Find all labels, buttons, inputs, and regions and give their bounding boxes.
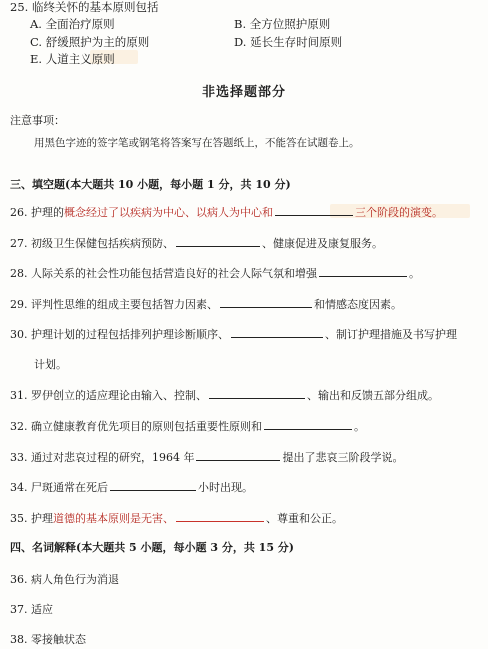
question-27 bbox=[10, 236, 383, 251]
question-31-text-end: 、输出和反馈五部分组成。 bbox=[307, 389, 439, 402]
answer-blank[interactable] bbox=[176, 511, 264, 522]
question-30 bbox=[10, 327, 457, 342]
question-26 bbox=[10, 205, 443, 220]
question-35-annotated-text: 道德的基本原则是无害、 bbox=[53, 512, 174, 525]
question-34 bbox=[10, 480, 253, 495]
section-3-heading: 三、填空题(本大题共 10 小题，每小题 1 分，共 10 分) bbox=[10, 178, 291, 191]
question-35-text-start: 35. 护理 bbox=[10, 512, 53, 525]
answer-blank[interactable] bbox=[264, 419, 352, 430]
question-34-text-start: 34. 尸斑通常在死后 bbox=[10, 481, 108, 494]
question-32 bbox=[10, 419, 365, 434]
question-31-text-start: 31. 罗伊创立的适应理论由输入、控制、 bbox=[10, 389, 207, 402]
part-title: 非选择题部分 bbox=[201, 85, 286, 100]
question-33-text-end: 提出了悲哀三阶段学说。 bbox=[282, 451, 404, 464]
question-25-option-d: D. 延长生存时间原则 bbox=[234, 35, 343, 49]
section-4-heading: 四、名词解释(本大题共 5 小题，每小题 3 分，共 15 分) bbox=[10, 541, 295, 554]
question-29-text-start: 29. 评判性思维的组成主要包括智力因素、 bbox=[10, 298, 218, 311]
question-26-text-end: 三个阶段的演变。 bbox=[355, 206, 443, 219]
question-25-option-b: B. 全方位照护原则 bbox=[234, 17, 331, 31]
question-31 bbox=[10, 388, 439, 403]
question-25-option-e: E. 人道主义原则 bbox=[30, 52, 115, 66]
question-36: 36. 病人角色行为消退 bbox=[10, 573, 119, 586]
question-37: 37. 适应 bbox=[10, 603, 53, 616]
question-25-option-a: A. 全面治疗原则 bbox=[30, 17, 115, 31]
question-30-text-start: 30. 护理计划的过程包括排列护理诊断顺序、 bbox=[10, 328, 229, 341]
question-28-text-start: 28. 人际关系的社会性功能包括营造良好的社会人际气氛和增强 bbox=[10, 267, 317, 280]
question-34-text-end: 小时出现。 bbox=[198, 481, 253, 494]
question-33-text-start: 33. 通过对悲哀过程的研究，1964 年 bbox=[10, 451, 195, 464]
question-27-text-end: 、健康促进及康复服务。 bbox=[262, 237, 383, 250]
notice-body: 用黑色字迹的签字笔或钢笔将答案写在答题纸上，不能答在试题卷上。 bbox=[34, 137, 360, 149]
notice-heading: 注意事项： bbox=[10, 114, 65, 127]
question-28-text-end: 。 bbox=[409, 267, 420, 280]
answer-blank[interactable] bbox=[220, 297, 312, 308]
question-30-text-end: 、制订护理措施及书写护理 bbox=[325, 328, 457, 341]
answer-blank[interactable] bbox=[110, 480, 196, 491]
answer-blank[interactable] bbox=[275, 205, 353, 216]
question-32-text-start: 32. 确立健康教育优先项目的原则包括重要性原则和 bbox=[10, 420, 262, 433]
answer-blank[interactable] bbox=[209, 388, 305, 399]
question-27-text-start: 27. 初级卫生保健包括疾病预防、 bbox=[10, 237, 174, 250]
question-32-text-end: 。 bbox=[354, 420, 365, 433]
answer-blank[interactable] bbox=[319, 266, 407, 277]
question-38: 38. 零接触状态 bbox=[10, 633, 86, 646]
answer-blank[interactable] bbox=[176, 236, 260, 247]
answer-blank[interactable] bbox=[231, 327, 323, 338]
question-33 bbox=[10, 450, 403, 465]
question-25-option-c: C. 舒缓照护为主的原则 bbox=[30, 35, 150, 49]
question-26-text-start: 26. 护理的 bbox=[10, 206, 64, 219]
question-35-text-end: 、尊重和公正。 bbox=[266, 512, 343, 525]
question-25-stem: 25. 临终关怀的基本原则包括 bbox=[10, 0, 159, 14]
question-28 bbox=[10, 266, 420, 281]
question-26-annotated-text: 概念经过了以疾病为中心、以病人为中心和 bbox=[64, 206, 273, 219]
question-30-continuation: 计划。 bbox=[34, 358, 67, 371]
answer-blank[interactable] bbox=[196, 450, 280, 461]
question-35 bbox=[10, 511, 343, 526]
question-29-text-end: 和情感态度因素。 bbox=[314, 298, 402, 311]
question-29 bbox=[10, 297, 402, 312]
